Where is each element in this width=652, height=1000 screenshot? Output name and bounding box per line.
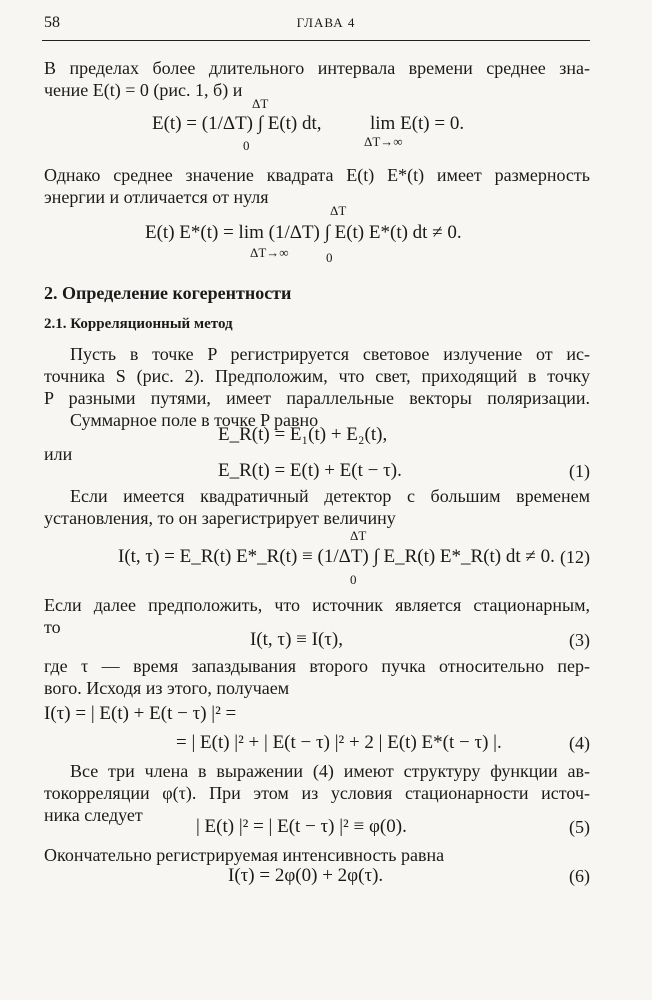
- paragraph-1-line-1: В пределах более длительного интервала времени среднее зна-: [44, 58, 590, 78]
- paragraph-2-line-2: энергии и отличается от нуля: [44, 187, 269, 207]
- equation-sum-field: E_R(t) = E₁(t) + E₂(t),: [218, 424, 388, 445]
- paragraph-6-line-1: где τ — время запаздывания второго пучка относительно пер-: [44, 656, 590, 676]
- paragraph-7-line-3: ника следует: [44, 805, 143, 825]
- equation-12: I(t, τ) = E_R(t) E*_R(t) ≡ (1/ΔT) ∫ E_R(t) E*_R(t) dt ≠ 0.: [118, 546, 555, 567]
- equation-4-line-2: = | E(t) |² + | E(t − τ) |² + 2 | E(t) E*(t − τ) |.: [176, 732, 502, 753]
- limit-subscript: ΔT→∞: [364, 134, 403, 149]
- equation-number-5: (5): [569, 817, 590, 837]
- subsection-heading: 2.1. Корреляционный метод: [44, 316, 233, 332]
- paragraph-4-line-1: Если имеется квадратичный детектор с большим временем: [70, 486, 590, 506]
- paragraph-5-line-2: то: [44, 617, 61, 637]
- page-number: 58: [44, 14, 60, 31]
- equation-4-line-1: I(τ) = | E(t) + E(t − τ) |² =: [44, 703, 237, 724]
- paragraph-3-line-2: точника S (рис. 2). Предположим, что свет, приходящий в точку: [44, 366, 590, 386]
- equation-number-12: (12): [560, 547, 590, 567]
- equation-number-6: (6): [569, 866, 590, 886]
- equation-mean-field-limit: lim E(t) = 0.: [370, 113, 465, 134]
- equation-5: | E(t) |² = | E(t − τ) |² ≡ φ(0).: [196, 816, 407, 837]
- equation-number-3: (3): [569, 630, 590, 650]
- integral-lower-limit: 0: [350, 572, 357, 587]
- equation-3: I(t, τ) ≡ I(τ),: [250, 629, 343, 650]
- equation-number-4: (4): [569, 733, 590, 753]
- integral-lower-limit: 0: [243, 138, 250, 153]
- equation-mean-square: E(t) E*(t) = lim (1/ΔT) ∫ E(t) E*(t) dt ≠ 0.: [145, 222, 462, 243]
- paragraph-1-line-2: чение E(t) = 0 (рис. 1, б) и: [44, 80, 243, 100]
- equation-6: I(τ) = 2φ(0) + 2φ(τ).: [228, 865, 384, 886]
- limit-subscript: ΔT→∞: [250, 245, 289, 260]
- equation-mean-field: E(t) = (1/ΔT) ∫ E(t) dt,: [152, 113, 322, 134]
- paragraph-3-line-1: Пусть в точке P регистрируется световое излучение от ис-: [70, 344, 590, 364]
- paragraph-6-line-2: вого. Исходя из этого, получаем: [44, 678, 290, 698]
- or-word: или: [44, 444, 73, 464]
- paragraph-7-line-1: Все три члена в выражении (4) имеют структуру функции ав-: [70, 761, 590, 781]
- section-heading: 2. Определение когерентности: [44, 283, 292, 303]
- header-rule: [42, 40, 590, 41]
- integral-upper-limit: ΔT: [330, 203, 347, 218]
- chapter-header: ГЛАВА 4: [296, 15, 356, 30]
- paragraph-5-line-1: Если далее предположить, что источник является стационарным,: [44, 595, 590, 615]
- equation-1: E_R(t) = E(t) + E(t − τ).: [218, 460, 402, 481]
- paragraph-3-line-4: Суммарное поле в точке P равно: [70, 410, 319, 430]
- integral-lower-limit: 0: [326, 250, 333, 265]
- paragraph-7-line-2: токорреляции φ(τ). При этом из условия стационарности источ-: [44, 783, 590, 803]
- paragraph-2-line-1: Однако среднее значение квадрата E(t) E*(t) имеет размерность: [44, 165, 590, 185]
- integral-upper-limit: ΔT: [252, 96, 269, 111]
- integral-upper-limit: ΔT: [350, 528, 367, 543]
- equation-number-1: (1): [569, 461, 590, 481]
- paragraph-3-line-3: P разными путями, имеет параллельные векторы поляризации.: [44, 388, 590, 408]
- paragraph-8-line-1: Окончательно регистрируемая интенсивность равна: [44, 845, 445, 865]
- paragraph-4-line-2: установления, то он зарегистрирует величину: [44, 508, 396, 528]
